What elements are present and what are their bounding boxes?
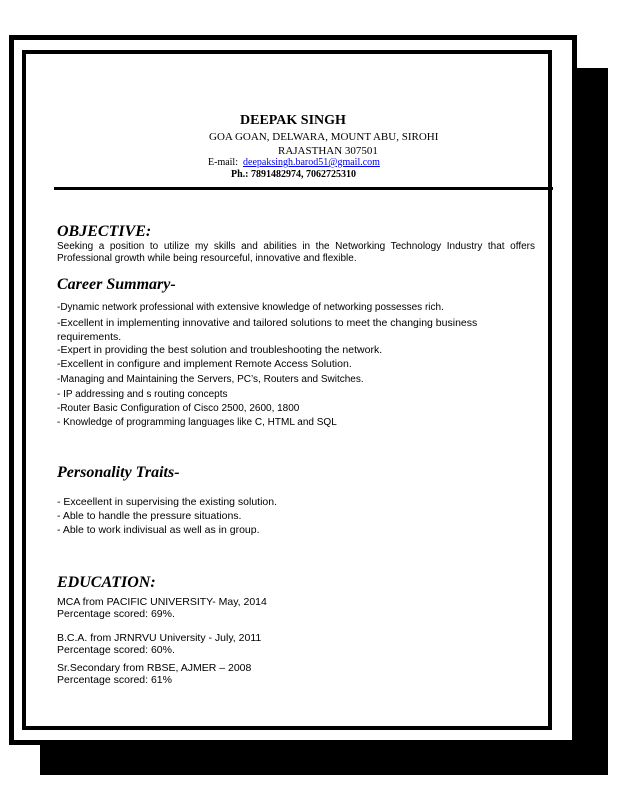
career-summary-section bbox=[57, 276, 527, 430]
objective-section bbox=[57, 223, 535, 265]
education-score: Percentage scored: 69%. bbox=[57, 608, 175, 620]
personality-list bbox=[57, 496, 527, 538]
education-entry bbox=[57, 596, 527, 632]
list-item: -Excellent in configure and implement Remote Access Solution. bbox=[57, 358, 352, 370]
candidate-name: DEEPAK SINGH bbox=[240, 113, 346, 128]
list-item: - Knowledge of programming languages like C, HTML and SQL bbox=[57, 417, 337, 428]
list-item: - Able to handle the pressure situations. bbox=[57, 510, 242, 522]
phone-numbers: Ph.: 7891482974, 7062725310 bbox=[231, 169, 356, 180]
email-link[interactable]: deepaksingh.barod51@gmail.com bbox=[243, 157, 380, 168]
education-score: Percentage scored: 60%. bbox=[57, 644, 175, 656]
education-heading: EDUCATION: bbox=[57, 574, 156, 591]
career-summary-list bbox=[57, 301, 527, 430]
list-item: - Able to work indivisual as well as in group. bbox=[57, 524, 260, 536]
list-item: - Exceellent in supervising the existing solution. bbox=[57, 496, 278, 508]
objective-text: Seeking a position to utilize my skills and abilities in the Networking Technology Industry that offers Professional growth while being resourceful, innovative and flexible. bbox=[57, 241, 535, 264]
list-item: -Managing and Maintaining the Servers, PC’s, Routers and Switches. bbox=[57, 374, 364, 385]
education-entry bbox=[57, 632, 527, 662]
header-divider bbox=[54, 187, 553, 190]
list-item: -Expert in providing the best solution and troubleshooting the network. bbox=[57, 344, 383, 356]
education-entry bbox=[57, 662, 527, 686]
list-item: - IP addressing and s routing concepts bbox=[57, 389, 228, 400]
education-degree: B.C.A. from JRNRVU University - July, 2011 bbox=[57, 632, 262, 644]
address-line-1: GOA GOAN, DELWARA, MOUNT ABU, SIROHI bbox=[209, 131, 439, 143]
list-item: -Router Basic Configuration of Cisco 2500, 2600, 1800 bbox=[57, 403, 300, 414]
address-line-2: RAJASTHAN 307501 bbox=[278, 145, 378, 157]
objective-heading: OBJECTIVE: bbox=[57, 223, 152, 240]
email-row bbox=[208, 157, 380, 168]
career-summary-heading: Career Summary- bbox=[57, 276, 176, 293]
education-score: Percentage scored: 61% bbox=[57, 674, 172, 686]
education-degree: Sr.Secondary from RBSE, AJMER – 2008 bbox=[57, 662, 252, 674]
education-degree: MCA from PACIFIC UNIVERSITY- May, 2014 bbox=[57, 596, 267, 608]
education-section bbox=[57, 574, 527, 686]
personality-heading: Personality Traits- bbox=[57, 464, 180, 481]
list-item: -Dynamic network professional with extensive knowledge of networking possesses rich. bbox=[57, 302, 444, 313]
personality-section bbox=[57, 464, 527, 538]
email-label: E-mail: bbox=[208, 157, 238, 168]
list-item: -Excellent in implementing innovative and tailored solutions to meet the changing business requirements. bbox=[57, 317, 478, 343]
